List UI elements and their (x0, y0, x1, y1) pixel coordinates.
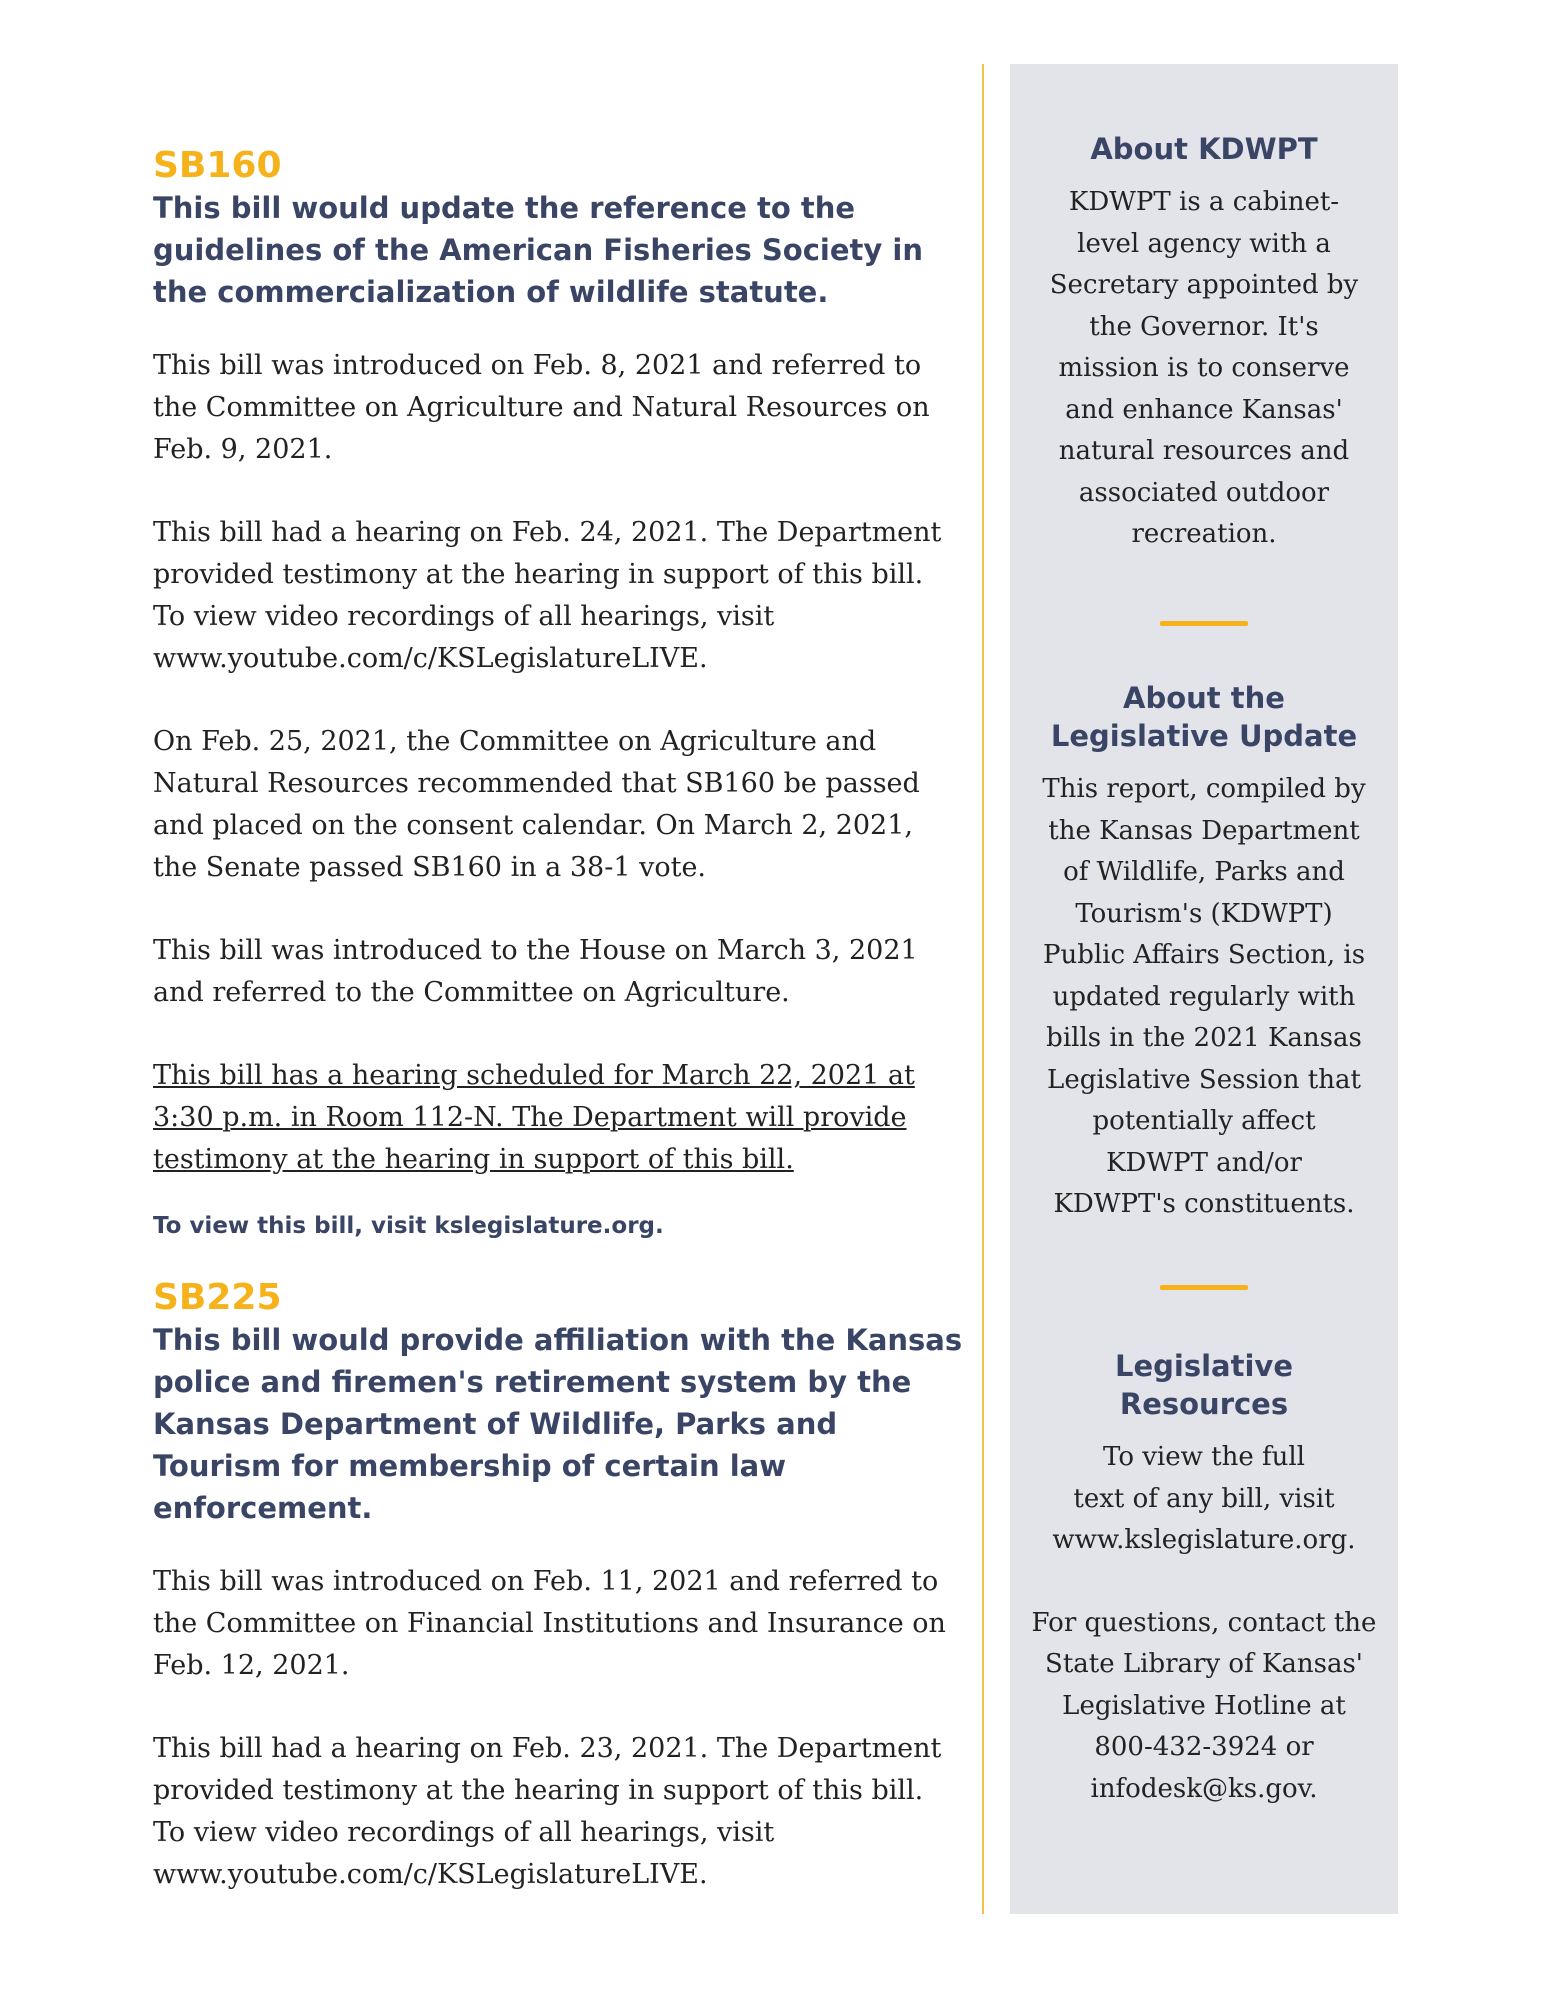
resources-view-text (1010, 1437, 1398, 1562)
text-line: mission is to conserve (1058, 353, 1350, 383)
text-line: bills in the 2021 Kansas (1046, 1023, 1362, 1053)
about-update-text (1010, 769, 1398, 1226)
section-separator (1160, 621, 1248, 626)
view-bill-link[interactable]: To view this bill, visit kslegislature.org. (153, 1213, 664, 1239)
text-line: Tourism's (KDWPT) (1075, 898, 1333, 929)
section-separator (1160, 1285, 1248, 1290)
text-line: associated outdoor (1078, 477, 1330, 508)
bill-id: SB160 (153, 145, 282, 186)
text-line: To view the full (1103, 1442, 1305, 1472)
kslegislature-link[interactable]: www.kslegislature.org. (1052, 1525, 1356, 1555)
text-line: KDWPT is a cabinet- (1068, 187, 1340, 217)
sidebar (1010, 64, 1398, 1914)
text-line: the Kansas Department (1048, 815, 1360, 846)
title-line: About the (1123, 681, 1285, 715)
resources-section (1010, 1347, 1398, 1810)
text-line: Legislative Hotline at (1062, 1690, 1346, 1721)
hotline-phone[interactable]: 800-432-3924 or (1094, 1732, 1314, 1762)
infodesk-email[interactable]: infodesk@ks.gov. (1090, 1773, 1318, 1804)
about-update-title (1010, 679, 1398, 755)
text-line: recreation. (1131, 519, 1277, 549)
text-line: For questions, contact the (1031, 1607, 1377, 1638)
about-kdwpt-section (1010, 130, 1398, 556)
text-line: Legislative Session that (1047, 1064, 1361, 1095)
text-line: This report, compiled by (1042, 774, 1366, 804)
text-line: KDWPT's constituents. (1053, 1189, 1355, 1219)
text-line: and enhance Kansas' (1065, 394, 1343, 425)
bill-hearing-text: This bill had a hearing on Feb. 24, 2021. The Department provided testimony at the hearing in support of this bill. To view video recordings of all hearings, visit www.youtube.com/c/KSLegislatureLIVE. (153, 517, 942, 674)
text-line: level agency with a (1077, 228, 1331, 259)
bill-hearing-text: This bill had a hearing on Feb. 23, 2021. The Department provided testimony at the hearing in support of this bill. To view video recordings of all hearings, visit www.youtube.com/c/KSLegislatureLIVE. (153, 1733, 942, 1890)
bill-introduction-text: This bill was introduced on Feb. 11, 2021 and referred to the Committee on Financial Institutions and Insurance on Feb. 12, 2021. (153, 1566, 946, 1681)
bill-introduction-text: This bill was introduced on Feb. 8, 2021 and referred to the Committee on Agriculture and Natural Resources on Feb. 9, 2021. (153, 350, 930, 465)
title-line: Legislative Update (1050, 719, 1358, 753)
text-line: State Library of Kansas' (1045, 1649, 1363, 1679)
text-line: updated regularly with (1052, 981, 1356, 1012)
text-line: of Wildlife, Parks and (1063, 857, 1345, 887)
text-line: natural resources and (1058, 436, 1350, 466)
title-line: Legislative (1115, 1349, 1293, 1383)
bill-id: SB225 (153, 1277, 282, 1318)
column-divider (982, 64, 984, 1914)
text-line: text of any bill, visit (1073, 1483, 1335, 1514)
bill-sb225 (153, 1277, 963, 1896)
text-line: Secretary appointed by (1049, 270, 1359, 300)
bill-scheduled-hearing-text: This bill has a hearing scheduled for March 22, 2021 at 3:30 p.m. in Room 112-N. The Department will provide testimony at the hearing in support of this bill. (153, 1060, 915, 1175)
text-line: Public Affairs Section, is (1042, 940, 1366, 970)
resources-title (1010, 1347, 1398, 1423)
about-update-section (1010, 679, 1398, 1226)
bill-house-referral-text: This bill was introduced to the House on March 3, 2021 and referred to the Committee on Agriculture. (153, 935, 918, 1008)
text-line: KDWPT and/or (1106, 1147, 1302, 1178)
text-line: the Governor. It's (1089, 311, 1319, 342)
about-kdwpt-text (1010, 182, 1398, 556)
bill-committee-action-text: On Feb. 25, 2021, the Committee on Agriculture and Natural Resources recommended that SB160 be passed and placed on the consent calendar. On March 2, 2021, the Senate passed SB160 in a 38-1 vote. (153, 726, 920, 883)
bill-list (153, 145, 963, 1937)
title-line: Resources (1119, 1387, 1289, 1421)
bill-sb160 (153, 145, 963, 1241)
text-line: potentially affect (1092, 1106, 1316, 1136)
resources-contact-text (1010, 1603, 1398, 1811)
bill-summary: This bill would update the reference to the guidelines of the American Fisheries Society in the commercialization of wildlife statute. (153, 191, 923, 309)
about-kdwpt-title: About KDWPT (1090, 132, 1318, 166)
bill-summary: This bill would provide affiliation with the Kansas police and firemen's retirement system by the Kansas Department of Wildlife, Parks and Tourism for membership of certain law enforcement. (153, 1323, 963, 1525)
